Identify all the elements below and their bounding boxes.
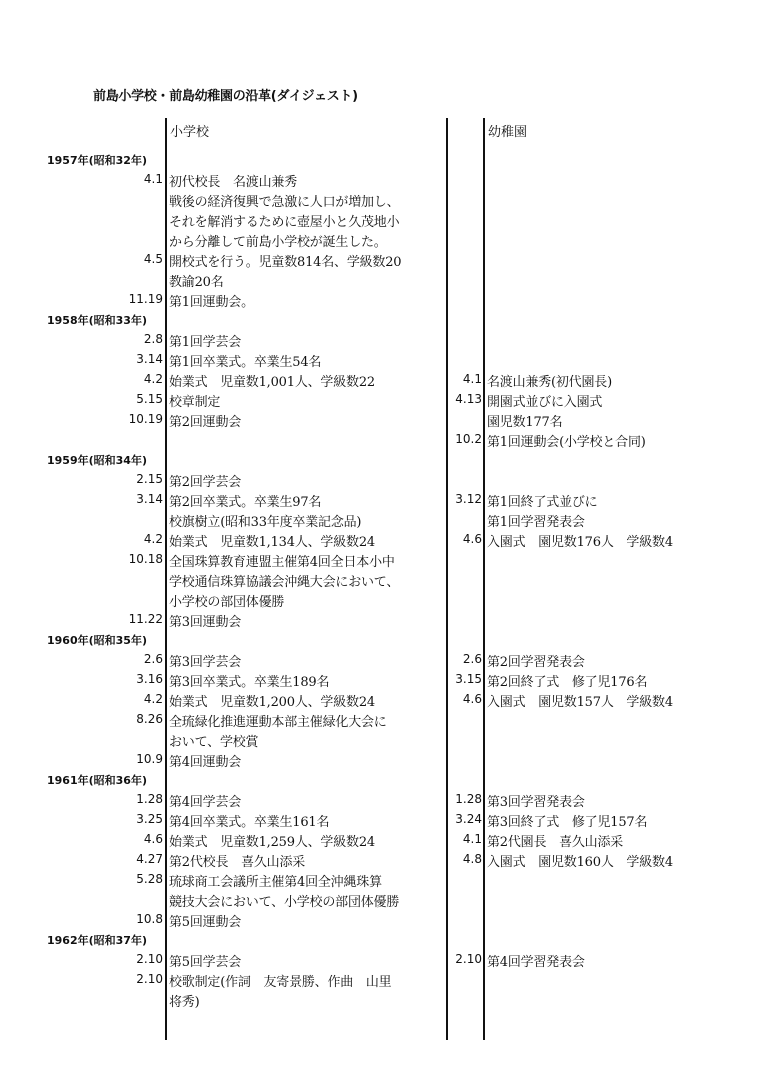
school-event-text: 第1回運動会。 bbox=[169, 295, 254, 310]
school-event-text: 琉球商工会議所主催第4回全沖縄珠算 bbox=[169, 875, 382, 890]
school-event-text: 第2回卒業式。卒業生97名 bbox=[169, 495, 322, 510]
kindergarten-event-date: 4.13 bbox=[455, 392, 482, 406]
school-event-text: 第3回卒業式。卒業生189名 bbox=[169, 675, 330, 690]
school-event-text: 第5回運動会 bbox=[169, 915, 242, 930]
kindergarten-event-text: 第2回終了式 修了児176名 bbox=[487, 675, 648, 690]
school-event-date: 4.27 bbox=[136, 852, 163, 866]
school-event-text: 始業式 児童数1,001人、学級数22 bbox=[169, 375, 375, 390]
kindergarten-event-date: 3.24 bbox=[455, 812, 482, 826]
kindergarten-event-text: 入園式 園児数160人 学級数4 bbox=[487, 855, 673, 870]
school-event-date: 5.15 bbox=[136, 392, 163, 406]
kindergarten-event-date: 2.6 bbox=[462, 652, 482, 666]
kindergarten-event-text: 第1回運動会(小学校と合同) bbox=[487, 435, 646, 450]
school-event-text: おいて、学校賞 bbox=[169, 735, 259, 750]
school-event-text: 戦後の経済復興で急激に人口が増加し、 bbox=[169, 195, 400, 210]
school-event-text: 競技大会において、小学校の部団体優勝 bbox=[169, 895, 400, 910]
kindergarten-event-date: 4.1 bbox=[462, 832, 482, 846]
kindergarten-event-text: 第1回終了式並びに bbox=[487, 495, 598, 510]
kindergarten-event-text: 第2代園長 喜久山添采 bbox=[487, 835, 624, 850]
school-event-date: 10.8 bbox=[136, 912, 163, 926]
school-event-date: 3.25 bbox=[136, 812, 163, 826]
school-event-text: 学校通信珠算協議会沖縄大会において、 bbox=[169, 575, 400, 590]
kindergarten-column-header: 幼稚園 bbox=[488, 125, 528, 140]
right-boundary-line bbox=[446, 118, 448, 1040]
school-event-text: 第2回学芸会 bbox=[169, 475, 242, 490]
kindergarten-event-text: 入園式 園児数157人 学級数4 bbox=[487, 695, 673, 710]
school-event-text: 第1回学芸会 bbox=[169, 335, 242, 350]
school-event-date: 1.28 bbox=[136, 792, 163, 806]
school-event-date: 3.14 bbox=[136, 492, 163, 506]
school-event-date: 5.28 bbox=[136, 872, 163, 886]
school-event-text: 教諭20名 bbox=[169, 275, 224, 290]
kindergarten-event-date: 4.6 bbox=[462, 532, 482, 546]
school-event-text: 第4回卒業式。卒業生161名 bbox=[169, 815, 330, 830]
school-event-text: 第5回学芸会 bbox=[169, 955, 242, 970]
school-event-text: から分離して前島小学校が誕生した。 bbox=[169, 235, 387, 250]
school-event-date: 10.9 bbox=[136, 752, 163, 766]
school-event-date: 2.10 bbox=[136, 972, 163, 986]
year-heading: 1961年(昭和36年) bbox=[47, 774, 147, 787]
kindergarten-event-date: 4.6 bbox=[462, 692, 482, 706]
school-column-divider bbox=[165, 118, 167, 1040]
school-event-text: 始業式 児童数1,259人、学級数24 bbox=[169, 835, 375, 850]
school-event-date: 4.2 bbox=[143, 372, 163, 386]
year-heading: 1960年(昭和35年) bbox=[47, 634, 147, 647]
page-title: 前島小学校・前島幼稚園の沿革(ダイジェスト) bbox=[93, 89, 358, 104]
school-event-text: 第4回運動会 bbox=[169, 755, 242, 770]
kindergarten-event-text: 第3回学習発表会 bbox=[487, 795, 585, 810]
school-event-text: 全国珠算教育連盟主催第4回全日本小中 bbox=[169, 555, 395, 570]
school-event-date: 11.19 bbox=[128, 292, 163, 306]
school-event-text: それを解消するために壺屋小と久茂地小 bbox=[169, 215, 400, 230]
school-event-text: 小学校の部団体優勝 bbox=[169, 595, 285, 610]
school-event-text: 第3回運動会 bbox=[169, 615, 242, 630]
kindergarten-event-text: 園児数177名 bbox=[487, 415, 563, 430]
school-event-date: 8.26 bbox=[136, 712, 163, 726]
kindergarten-event-date: 2.10 bbox=[455, 952, 482, 966]
school-event-text: 始業式 児童数1,200人、学級数24 bbox=[169, 695, 375, 710]
kindergarten-event-date: 4.8 bbox=[462, 852, 482, 866]
school-event-date: 11.22 bbox=[128, 612, 163, 626]
school-event-date: 2.15 bbox=[136, 472, 163, 486]
school-event-text: 第2代校長 喜久山添采 bbox=[169, 855, 306, 870]
school-event-text: 第2回運動会 bbox=[169, 415, 242, 430]
school-event-text: 校歌制定(作詞 友寄景勝、作曲 山里 bbox=[169, 975, 392, 990]
school-event-date: 4.2 bbox=[143, 692, 163, 706]
kindergarten-event-text: 開園式並びに入園式 bbox=[487, 395, 603, 410]
kindergarten-column-divider bbox=[483, 118, 485, 1040]
kindergarten-event-date: 4.1 bbox=[462, 372, 482, 386]
school-event-text: 校章制定 bbox=[169, 395, 221, 410]
kindergarten-event-text: 入園式 園児数176人 学級数4 bbox=[487, 535, 673, 550]
school-event-text: 初代校長 名渡山兼秀 bbox=[169, 175, 298, 190]
school-event-date: 3.16 bbox=[136, 672, 163, 686]
kindergarten-event-text: 第4回学習発表会 bbox=[487, 955, 585, 970]
kindergarten-event-text: 第1回学習発表会 bbox=[487, 515, 585, 530]
school-column-header: 小学校 bbox=[170, 125, 210, 140]
school-event-date: 4.2 bbox=[143, 532, 163, 546]
school-event-text: 全琉緑化推進運動本部主催緑化大会に bbox=[169, 715, 387, 730]
kindergarten-event-text: 第2回学習発表会 bbox=[487, 655, 585, 670]
kindergarten-event-date: 3.12 bbox=[455, 492, 482, 506]
school-event-text: 第3回学芸会 bbox=[169, 655, 242, 670]
school-event-date: 2.8 bbox=[143, 332, 163, 346]
school-event-date: 10.18 bbox=[128, 552, 163, 566]
school-event-date: 4.6 bbox=[143, 832, 163, 846]
school-event-date: 2.10 bbox=[136, 952, 163, 966]
year-heading: 1958年(昭和33年) bbox=[47, 314, 147, 327]
kindergarten-event-text: 第3回終了式 修了児157名 bbox=[487, 815, 648, 830]
school-event-text: 第1回卒業式。卒業生54名 bbox=[169, 355, 322, 370]
school-event-date: 4.1 bbox=[143, 172, 163, 186]
school-event-date: 4.5 bbox=[143, 252, 163, 266]
year-heading: 1957年(昭和32年) bbox=[47, 154, 147, 167]
year-heading: 1962年(昭和37年) bbox=[47, 934, 147, 947]
school-event-text: 将秀) bbox=[169, 995, 200, 1010]
kindergarten-event-date: 1.28 bbox=[455, 792, 482, 806]
kindergarten-event-date: 10.2 bbox=[455, 432, 482, 446]
school-event-date: 10.19 bbox=[128, 412, 163, 426]
school-event-text: 第4回学芸会 bbox=[169, 795, 242, 810]
school-event-date: 2.6 bbox=[143, 652, 163, 666]
school-event-text: 校旗樹立(昭和33年度卒業記念品) bbox=[169, 515, 362, 530]
kindergarten-event-text: 名渡山兼秀(初代園長) bbox=[487, 375, 612, 390]
school-event-date: 3.14 bbox=[136, 352, 163, 366]
kindergarten-event-date: 3.15 bbox=[455, 672, 482, 686]
school-event-text: 始業式 児童数1,134人、学級数24 bbox=[169, 535, 375, 550]
school-event-text: 開校式を行う。児童数814名、学級数20 bbox=[169, 255, 402, 270]
year-heading: 1959年(昭和34年) bbox=[47, 454, 147, 467]
